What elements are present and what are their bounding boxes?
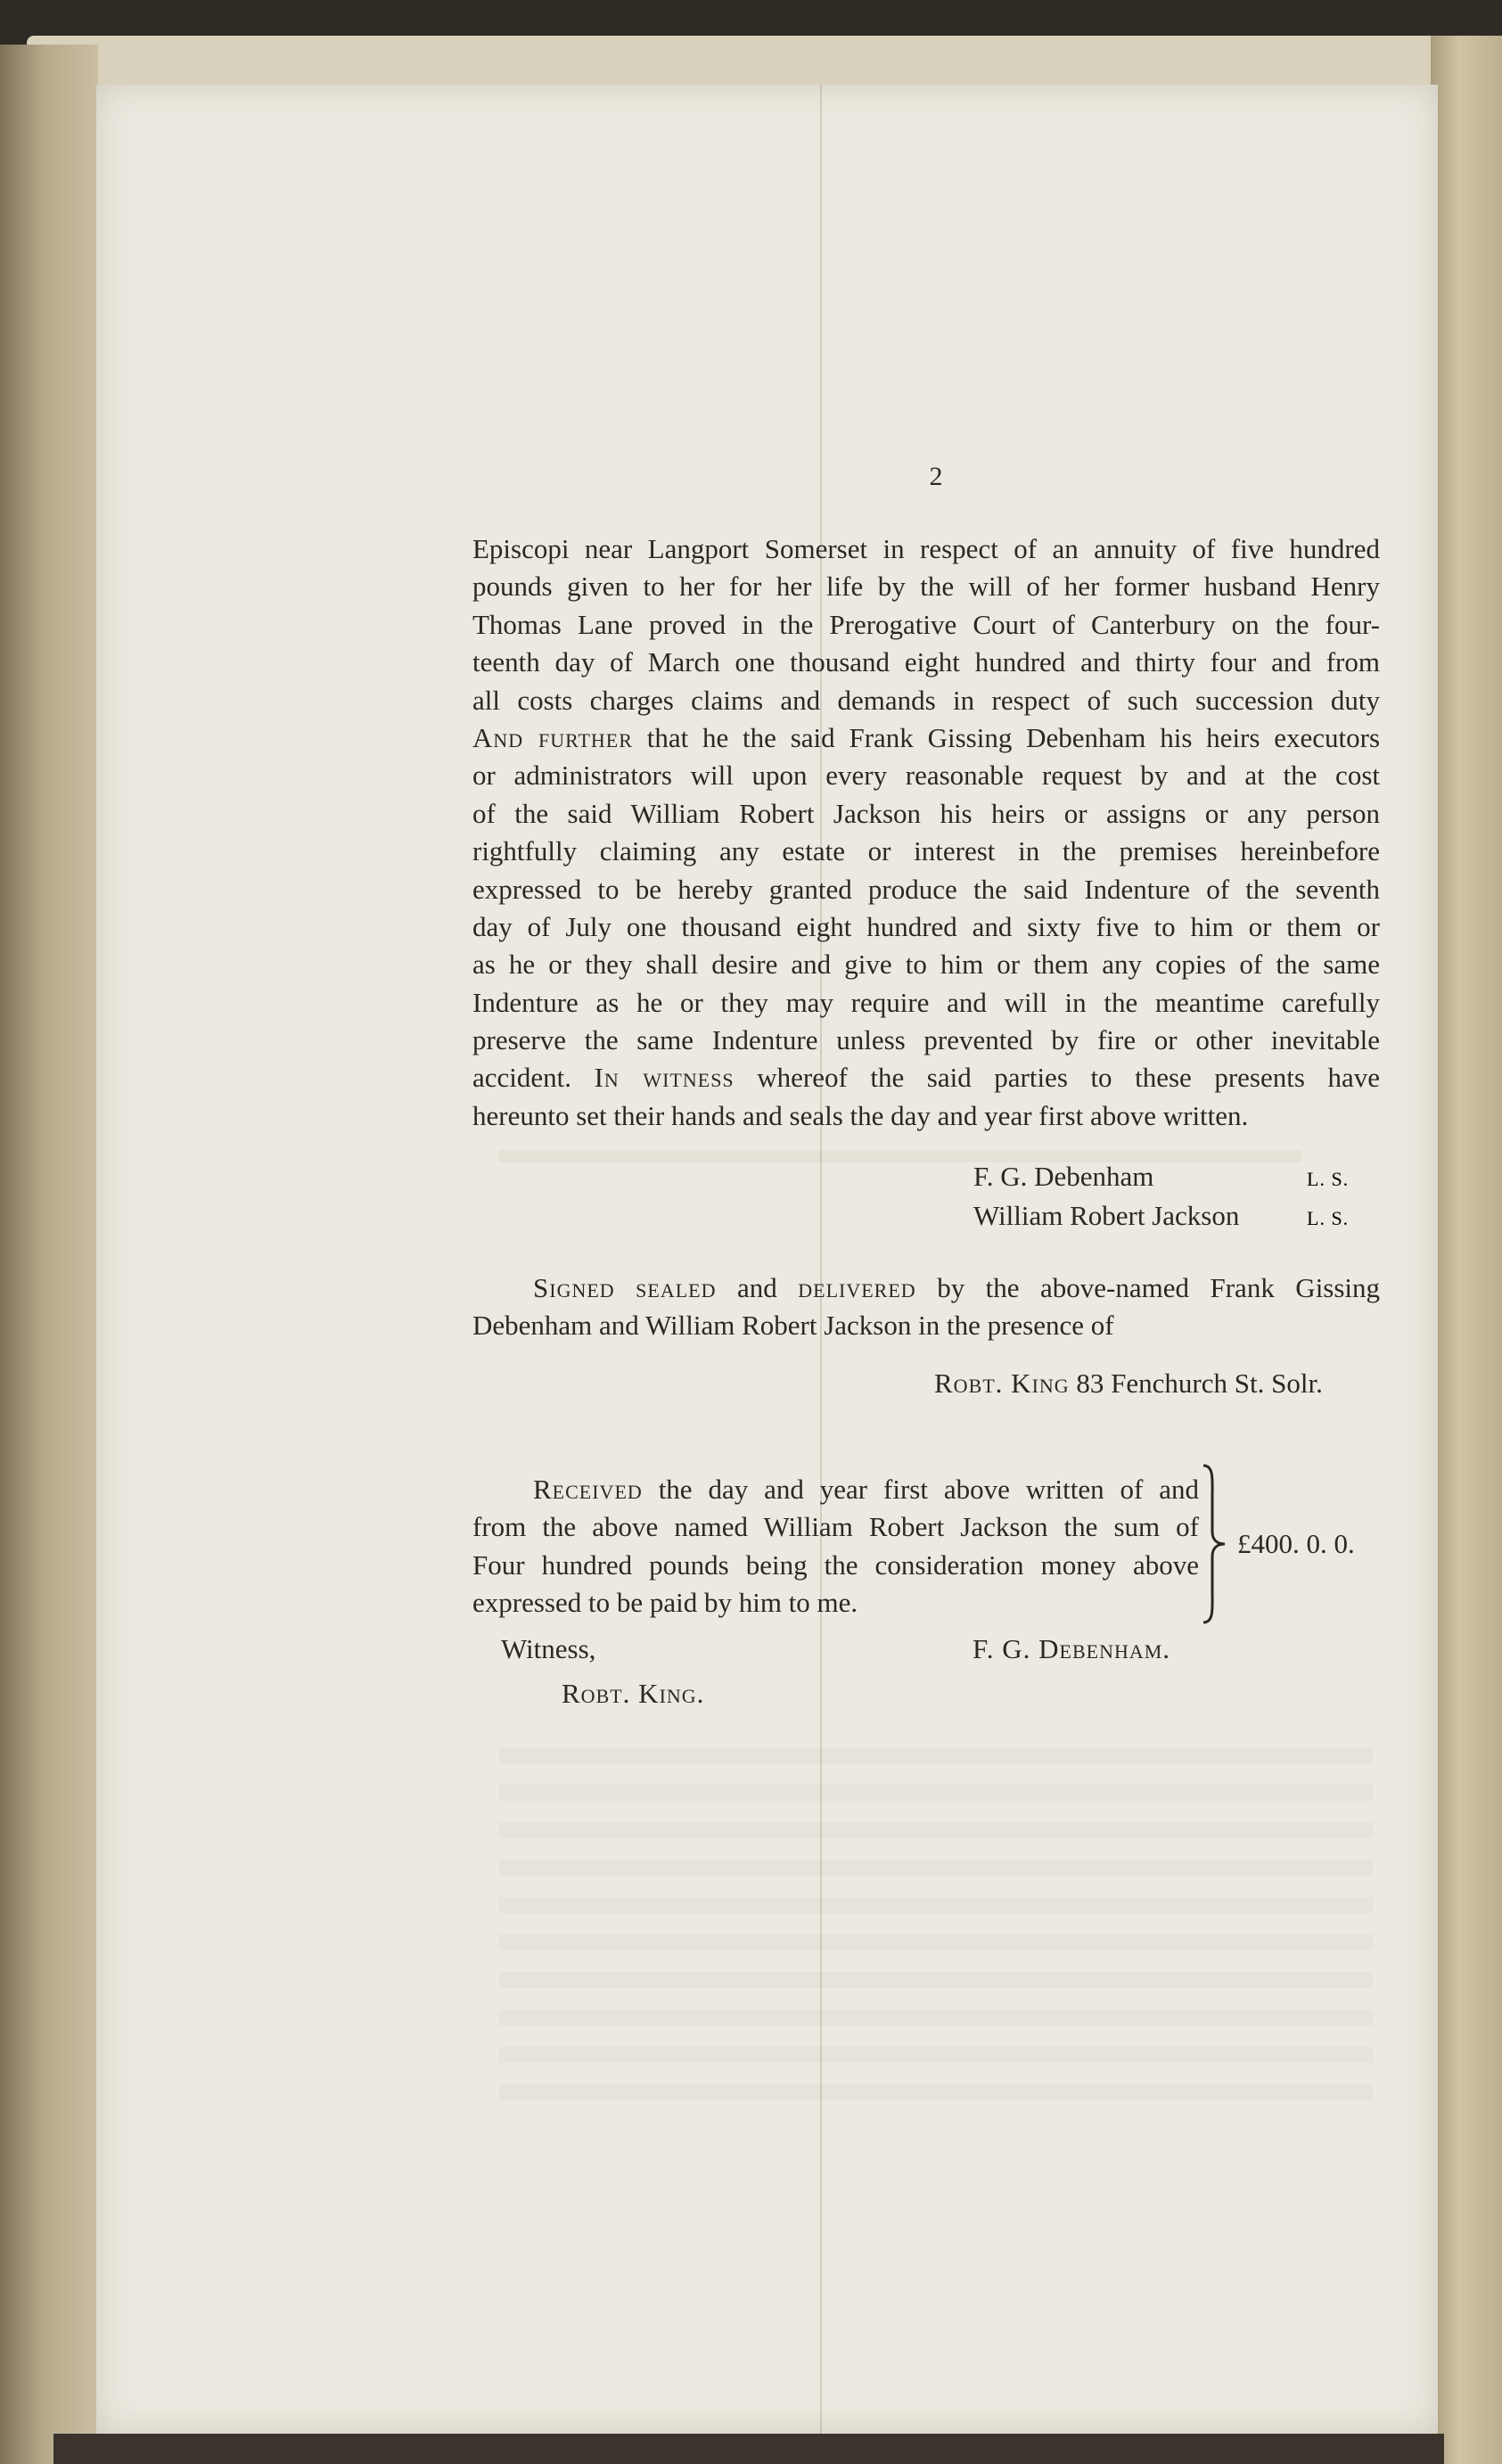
- right-page-edges: [1431, 36, 1502, 2464]
- body-line: Indenture as he or they may require and will in the meantime carefully: [472, 986, 1380, 1018]
- and-further-heading: And further: [472, 721, 633, 753]
- witness-label: Witness,: [501, 1633, 596, 1664]
- signature-row: [973, 1200, 1239, 1232]
- receipt-line: from the above named William Robert Jackson the sum of: [472, 1511, 1199, 1543]
- signatory-name: William Robert Jackson: [973, 1200, 1240, 1231]
- body-line: Thomas Lane proved in the Prerogative Court of Canterbury on the four-: [472, 608, 1380, 640]
- delivered-heading: delivered: [798, 1272, 916, 1303]
- body-line: hereunto set their hands and seals the day and year first above written.: [472, 1099, 1249, 1131]
- receipt-signer: F. G. Debenham.: [973, 1633, 1171, 1664]
- signed-heading: Signed: [533, 1272, 615, 1303]
- body-line: Episcopi near Langport Somerset in respect of an annuity of five hundred: [472, 533, 1380, 564]
- seal-mark: L. S.: [1307, 1207, 1350, 1229]
- attestation-and: and: [737, 1272, 777, 1303]
- sealed-heading: sealed: [636, 1272, 717, 1303]
- body-line: pounds given to her for her life by the will of her former husband Henry: [472, 571, 1380, 603]
- body-line: [472, 719, 1380, 757]
- receipt-witness-name: Robt. King.: [562, 1678, 705, 1709]
- receipt-text: the day and year first above written of and: [658, 1474, 1200, 1505]
- signature-row: [973, 1161, 1153, 1193]
- body-line: teenth day of March one thousand eight hundred and thirty four and from: [472, 646, 1380, 678]
- receipt-line: Four hundred pounds being the consideration money above: [472, 1548, 1199, 1581]
- body-line-text: whereof the said parties to these presents have: [757, 1062, 1381, 1094]
- body-line: rightfully claiming any estate or interest in the premises hereinbefore: [472, 835, 1380, 867]
- body-line: expressed to be hereby granted produce the said Indenture of the seventh: [472, 873, 1380, 905]
- receipt-amount: £400. 0. 0.: [1237, 1528, 1355, 1559]
- scan-bottom-edge: [53, 2434, 1444, 2464]
- attestation-text: by the above-named Frank Gissing: [937, 1272, 1381, 1303]
- attestation-line: Debenham and William Robert Jackson in the presence of: [472, 1310, 1114, 1342]
- receipt-paragraph: [472, 1471, 1199, 1622]
- body-line: all costs charges claims and demands in respect of such succession duty: [472, 684, 1380, 716]
- page-number: 2: [929, 462, 943, 491]
- receipt-line: expressed to be paid by him to me.: [472, 1587, 858, 1619]
- body-line-text: accident.: [472, 1062, 572, 1094]
- attestation-line: [472, 1269, 1380, 1307]
- signatory-name: F. G. Debenham: [973, 1161, 1154, 1192]
- body-line: of the said William Robert Jackson his heirs or assigns or any person: [472, 797, 1380, 829]
- receipt-line: [472, 1471, 1199, 1508]
- show-through-mark: [499, 1150, 1301, 1162]
- received-heading: Received: [533, 1474, 643, 1505]
- body-line: day of July one thousand eight hundred and sixty five to him or them or: [472, 910, 1380, 942]
- in-witness-heading: In witness: [594, 1062, 735, 1094]
- attestation-clause: [472, 1269, 1380, 1345]
- show-through-text-block: [499, 1747, 1373, 2104]
- body-line: preserve the same Indenture unless prevented by fire or other inevitable: [472, 1024, 1380, 1056]
- solicitor-name: Robt. King: [934, 1368, 1070, 1399]
- solicitor-address: 83 Fenchurch St. Solr.: [1076, 1368, 1323, 1399]
- body-line: or administrators will upon every reasonable request by and at the cost: [472, 760, 1380, 792]
- body-paragraph: [472, 530, 1380, 1135]
- seal-mark: L. S.: [1307, 1168, 1350, 1190]
- body-line: [472, 1059, 1380, 1096]
- left-page-edges: [0, 45, 98, 2464]
- body-line: as he or they shall desire and give to him or them any copies of the same: [472, 949, 1380, 981]
- body-line-text: that he the said Frank Gissing Debenham his heirs executors: [646, 721, 1381, 753]
- solicitor-witness: [934, 1368, 1323, 1400]
- right-brace-icon: [1200, 1462, 1230, 1626]
